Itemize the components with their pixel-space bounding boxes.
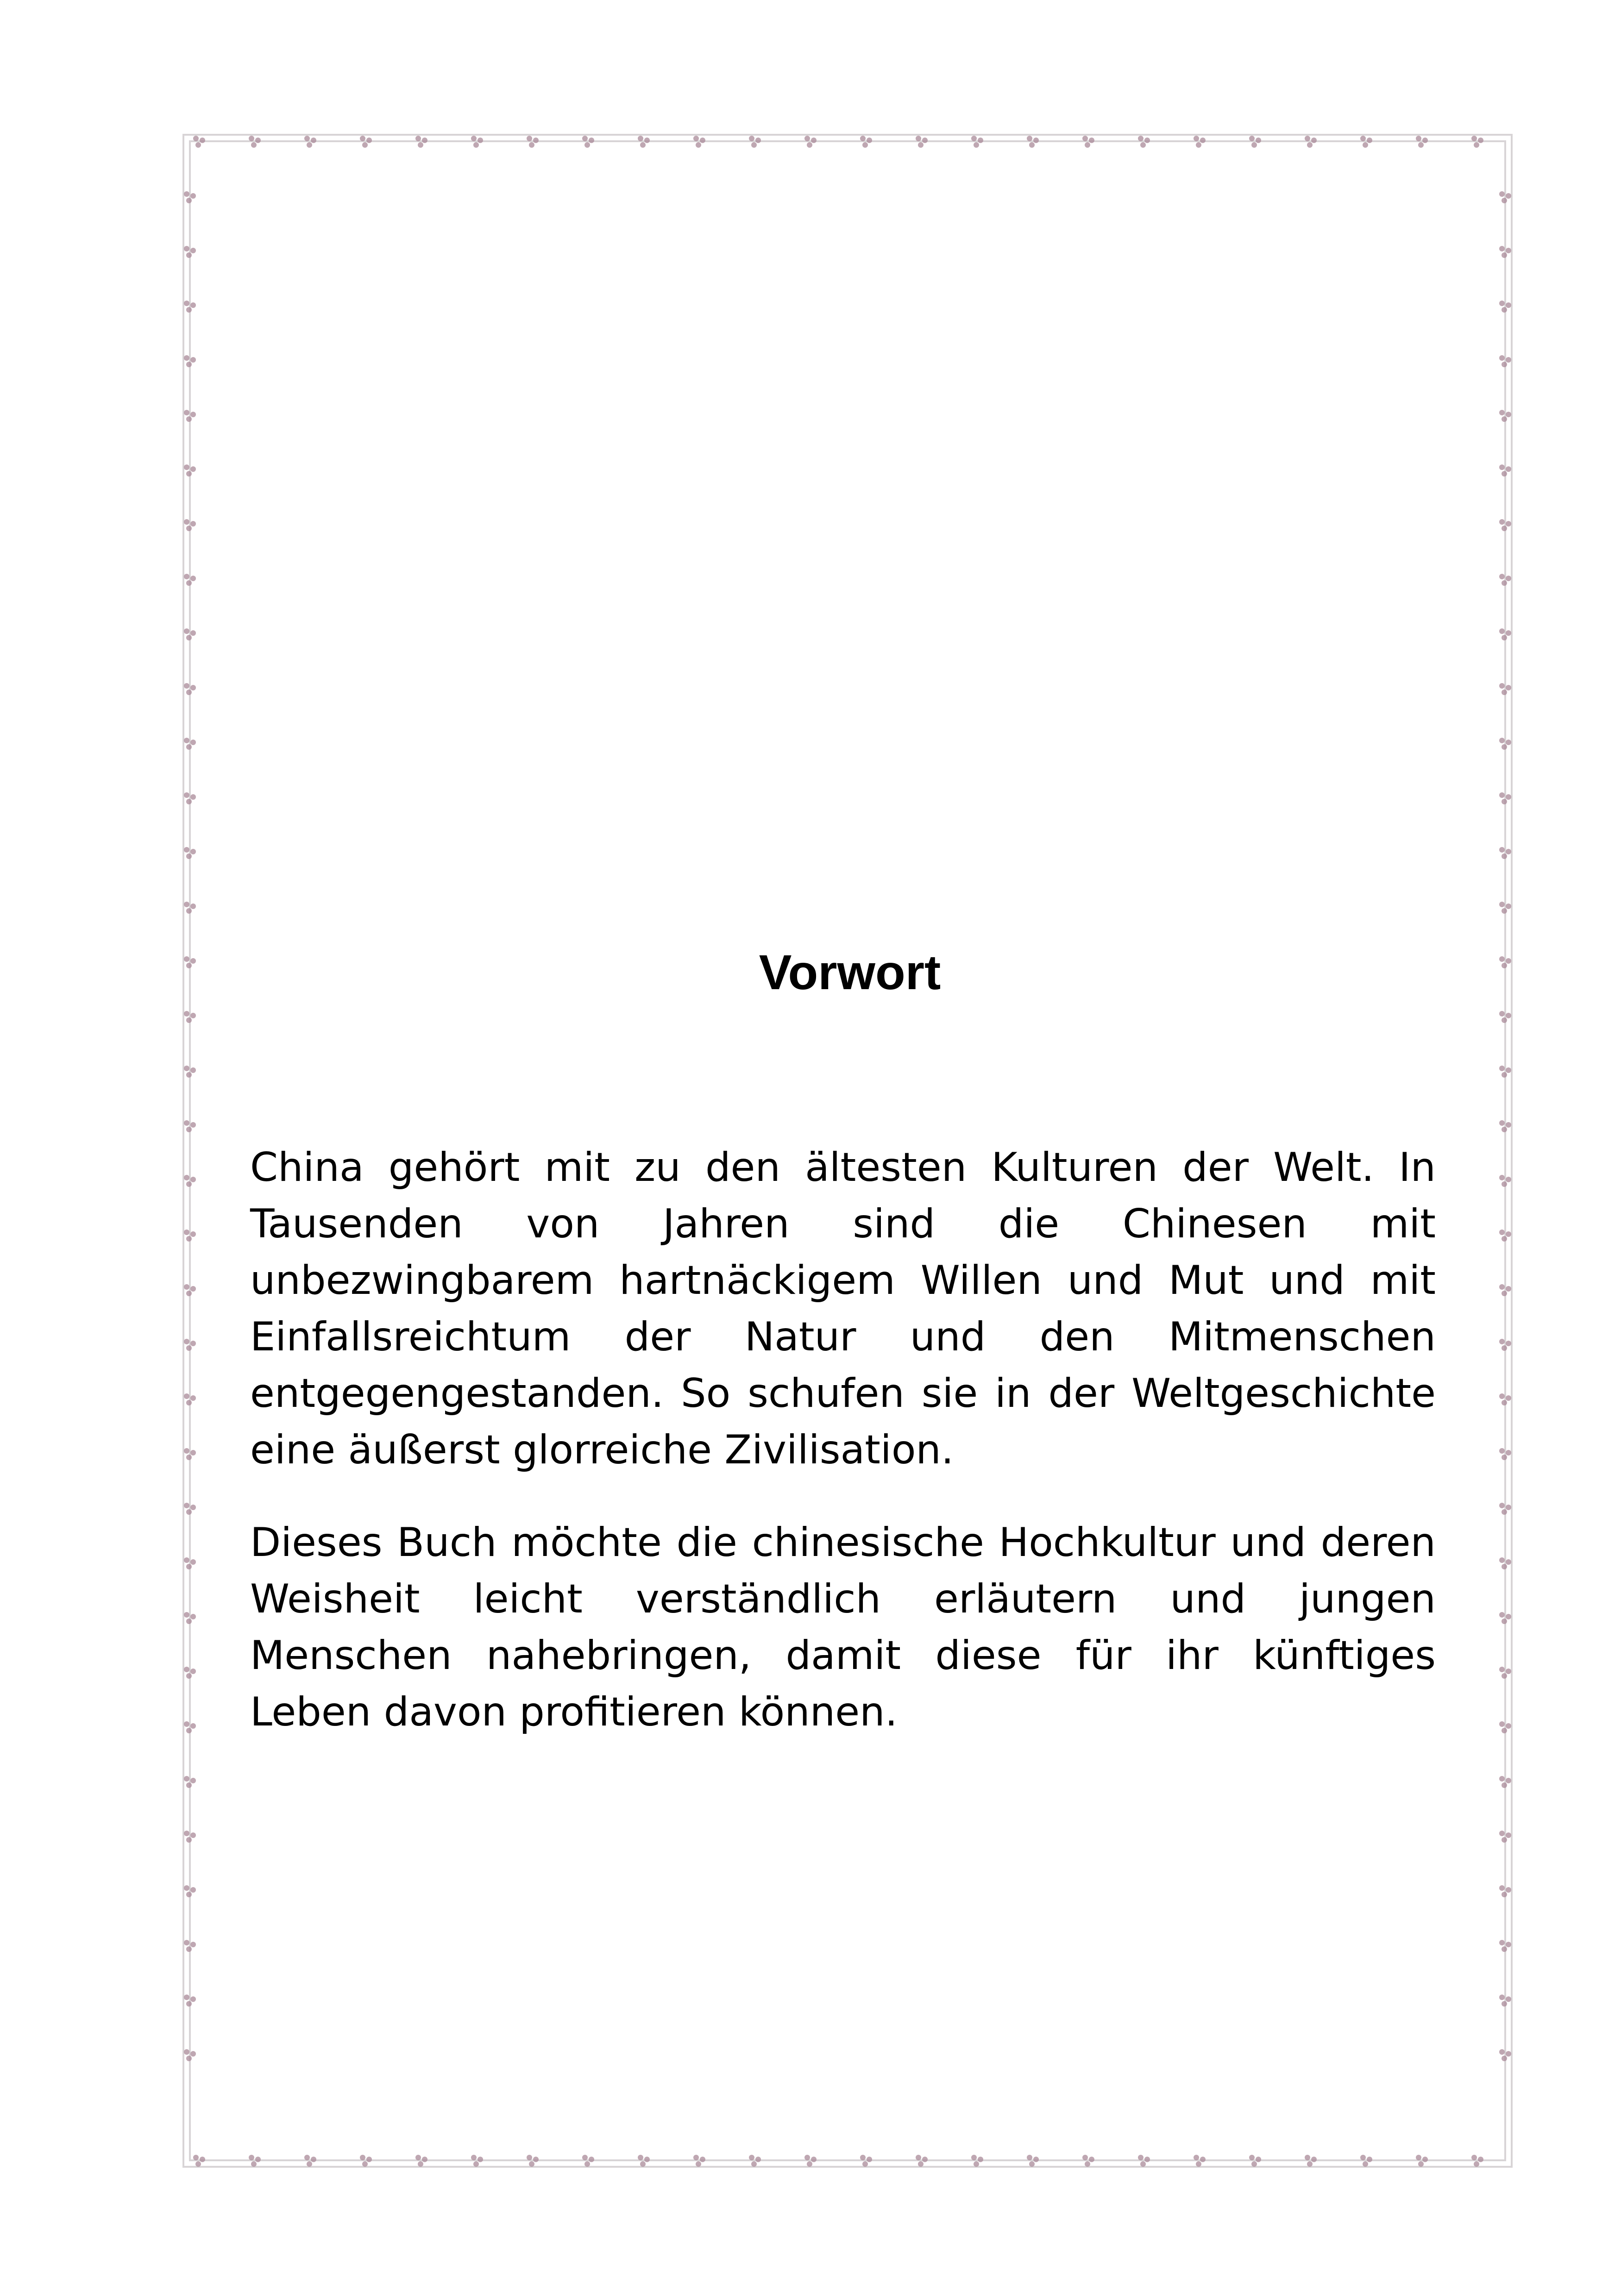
paragraph-2: Dieses Buch möchte die chinesische Hochkultur und deren Weisheit leicht verständlich erläutern und jungen Menschen nahebringen, damit diese für ihr künftiges Leben davon profitieren können. bbox=[250, 1519, 1436, 1735]
paragraph-1: China gehört mit zu den ältesten Kulturen der Welt. In Tausenden von Jahren sind die Chinesen mit unbezwingbarem hartnäckigem Willen und Mut und mit Einfallsreichtum der Natur und den Mitmenschen entgegengestanden. So schufen sie in der Weltgeschichte eine äußerst glorreiche Zivilisation. bbox=[250, 1144, 1436, 1473]
page-title: Vorwort bbox=[759, 945, 941, 1000]
body-text bbox=[250, 1139, 1436, 1776]
